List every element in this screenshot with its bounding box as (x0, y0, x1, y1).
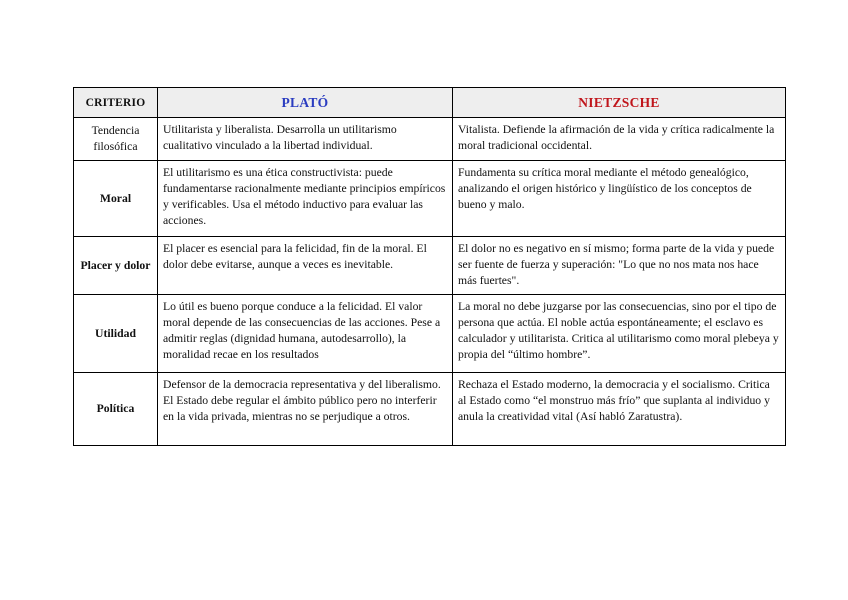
nietzsche-cell: Rechaza el Estado moderno, la democracia y el socialismo. Critica al Estado como “el monstruo más frío” que suplanta al individuo y anula la creatividad vital (Así habló Zaratustra). (453, 373, 786, 446)
criterion-cell: Política (74, 373, 158, 446)
criterion-cell: Moral (74, 161, 158, 237)
header-nietzsche: NIETZSCHE (453, 88, 786, 118)
table-row (74, 161, 786, 237)
nietzsche-cell: Vitalista. Defiende la afirmación de la vida y crítica radicalmente la moral tradicional occidental. (453, 118, 786, 161)
header-plato: PLATÓ (158, 88, 453, 118)
nietzsche-cell: La moral no debe juzgarse por las consecuencias, sino por el tipo de persona que actúa. El noble actúa espontáneamente; el esclavo es calculador y utilitarista. Critica al utilitarismo como moral plebeya y propia del “último hombre”. (453, 295, 786, 373)
criterion-cell: Placer y dolor (74, 237, 158, 295)
plato-cell: Defensor de la democracia representativa y del liberalismo. El Estado debe regular el ámbito público pero no interferir en la vida privada, mientras no se perjudique a otros. (158, 373, 453, 446)
plato-cell: El utilitarismo es una ética constructivista: puede fundamentarse racionalmente mediante principios empíricos y verificables. Usa el método inductivo para evaluar las acciones. (158, 161, 453, 237)
table-row (74, 295, 786, 373)
nietzsche-cell: El dolor no es negativo en sí mismo; forma parte de la vida y puede ser fuente de fuerza y superación: "Lo que no nos mata nos hace más fuertes". (453, 237, 786, 295)
nietzsche-cell: Fundamenta su crítica moral mediante el método genealógico, analizando el origen histórico y lingüístico de los conceptos de bueno y malo. (453, 161, 786, 237)
header-row (74, 88, 786, 118)
plato-cell: El placer es esencial para la felicidad, fin de la moral. El dolor debe evitarse, aunque a veces es inevitable. (158, 237, 453, 295)
plato-cell: Lo útil es bueno porque conduce a la felicidad. El valor moral depende de las consecuencias de las acciones. Pese a admitir reglas (dignidad humana, autodesarrollo), la moralidad recae en los resultados (158, 295, 453, 373)
comparison-table (73, 87, 786, 446)
criterion-cell: Utilidad (74, 295, 158, 373)
table-row (74, 118, 786, 161)
table-row (74, 373, 786, 446)
header-criterio: CRITERIO (74, 88, 158, 118)
plato-cell: Utilitarista y liberalista. Desarrolla un utilitarismo cualitativo vinculado a la libertad individual. (158, 118, 453, 161)
table-row (74, 237, 786, 295)
criterion-cell: Tendencia filosófica (74, 118, 158, 161)
